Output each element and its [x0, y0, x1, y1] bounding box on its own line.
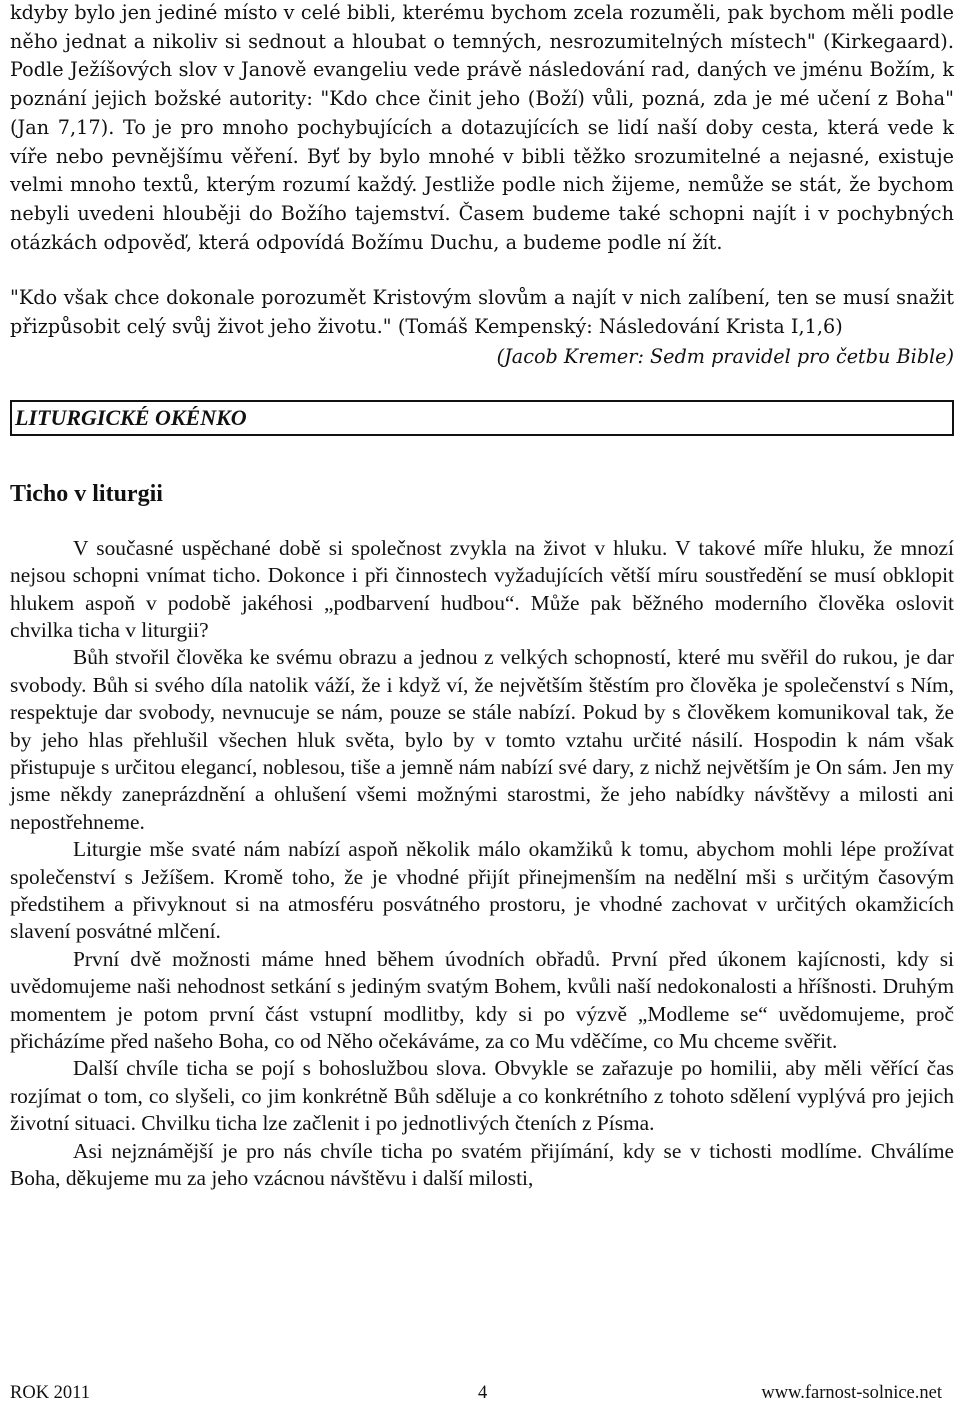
- article-paragraph: Bůh stvořil člověka ke svému obrazu a jednou z velkých schopností, které mu svěřil do rukou, je dar svobody. Bůh si svého díla natolik váží, že i když ví, že největším štěstím pro člověka je společenství s Ním, respektuje dar svobody, nevnucuje se nám, pouze se stále nabízí. Pokud by s člověkem komunikoval tak, že by jeho hlas přehlušil všechen hluk světa, bylo by v tomto vztahu určité násilí. Hospodin k nám však přistupuje s určitou elegancí, noblesou, tiše a jemně nám nabízí své dary, z nichž největším je On sám. Jen my jsme někdy zaneprázdnění a ohlušení všemi možnými starostmi, že jeho nabídky návštěvy a milosti ani nepostřehneme.: [10, 645, 954, 834]
- source-attribution: (Jacob Kremer: Sedm pravidel pro četbu Bible): [496, 344, 954, 368]
- page-footer: [10, 1382, 954, 1406]
- article-paragraph: Další chvíle ticha se pojí s bohoslužbou slova. Obvykle se zařazuje po homilii, aby měli věřící čas rozjímat o tom, co slyšeli, co jim konkrétně Bůh sděluje a co konkrétního z tohoto sdělení vyplývá pro jejich životní situaci. Chvilku ticha lze začlenit i po jednotlivých čteních z Písma.: [10, 1056, 954, 1136]
- footer-year: ROK 2011: [10, 1383, 90, 1403]
- footer-website: www.farnost-solnice.net: [761, 1383, 942, 1403]
- document-page: [10, 0, 954, 1192]
- article-body: [10, 535, 954, 1193]
- section-title: Ticho v liturgii: [10, 480, 163, 507]
- intro-paragraph: kdyby bylo jen jediné místo v celé bibli, kterému bychom zcela rozuměli, pak bychom měli podle něho jednat a nikoliv si sednout a hloubat o temných, nesrozumitelných místech" (Kirkegaard). Podle Ježíšových slov v Janově evangeliu vede právě následování rad, daných ve jménu Božím, k poznání jejich božské autority: "Kdo chce činit jeho (Boží) vůli, pozná, zda je mé učení z Boha" (Jan 7,17). To je pro mnoho pochybujících a dotazujících se lidí naší doby cesta, která vede k víře nebo pevnějšímu věření. Byť by bylo mnohé v bibli těžko srozumitelné a nejasné, existuje velmi mnoho textů, kterým rozumí každý. Jestliže podle nich žijeme, nemůže se stát, že bychom nebyli uvedeni hlouběji do Božího tajemství. Časem budeme také schopni najít i v pochybných otázkách odpověď, která odpovídá Božímu Duchu, a budeme podle ní žít.: [10, 1, 954, 254]
- quote-paragraph: "Kdo však chce dokonale porozumět Kristovým slovům a najít v nich zalíbení, ten se musí snažit přizpůsobit celý svůj život jeho životu." (Tomáš Kempenský: Následování Krista I,1,6): [10, 286, 954, 339]
- article-paragraph: V současné uspěchané době si společnost zvykla na život v hluku. V takové míře hluku, že mnozí nejsou schopni vnímat ticho. Dokonce i při činnostech vyžadujících větší míru soustředění se musí obklopit hlukem aspoň v podobě jakéhosi „podbarvení hudbou“. Může pak běžného moderního člověka oslovit chvilka ticha v liturgii?: [10, 535, 954, 642]
- article-paragraph: První dvě možnosti máme hned během úvodních obřadů. První před úkonem kajícnosti, kdy si uvědomujeme naši nehodnost setkání s jediným svatým Bohem, kvůli naší nedokonalosti a hříšnosti. Druhým momentem je potom první část vstupní modlitby, kdy si po výzvě „Modleme se“ uvědomujeme, proč přicházíme před našeho Boha, co od Něho očekáváme, za co Mu vděčíme, co Mu chceme svěřit.: [10, 946, 954, 1054]
- article-paragraph: Asi nejznámější je pro nás chvíle ticha po svatém přijímání, kdy se v tichosti modlíme. Chválíme Boha, děkujeme mu za jeho vzácnou návštěvu i další milosti,: [10, 1138, 954, 1191]
- article-paragraph: Liturgie mše svaté nám nabízí aspoň několik málo okamžiků k tomu, abychom mohli lépe prožívat společenství s Ježíšem. Kromě toho, že je vhodné přijít přinejmenším na nedělní mši s určitým časovým předstihem a přivyknout si na atmosféru posvátného prostoru, je vhodné zachovat v určitých okamžicích slavení posvátné mlčení.: [10, 837, 954, 944]
- footer-page-number: 4: [478, 1383, 488, 1403]
- liturgy-box-title: LITURGICKÉ OKÉNKO: [10, 400, 954, 436]
